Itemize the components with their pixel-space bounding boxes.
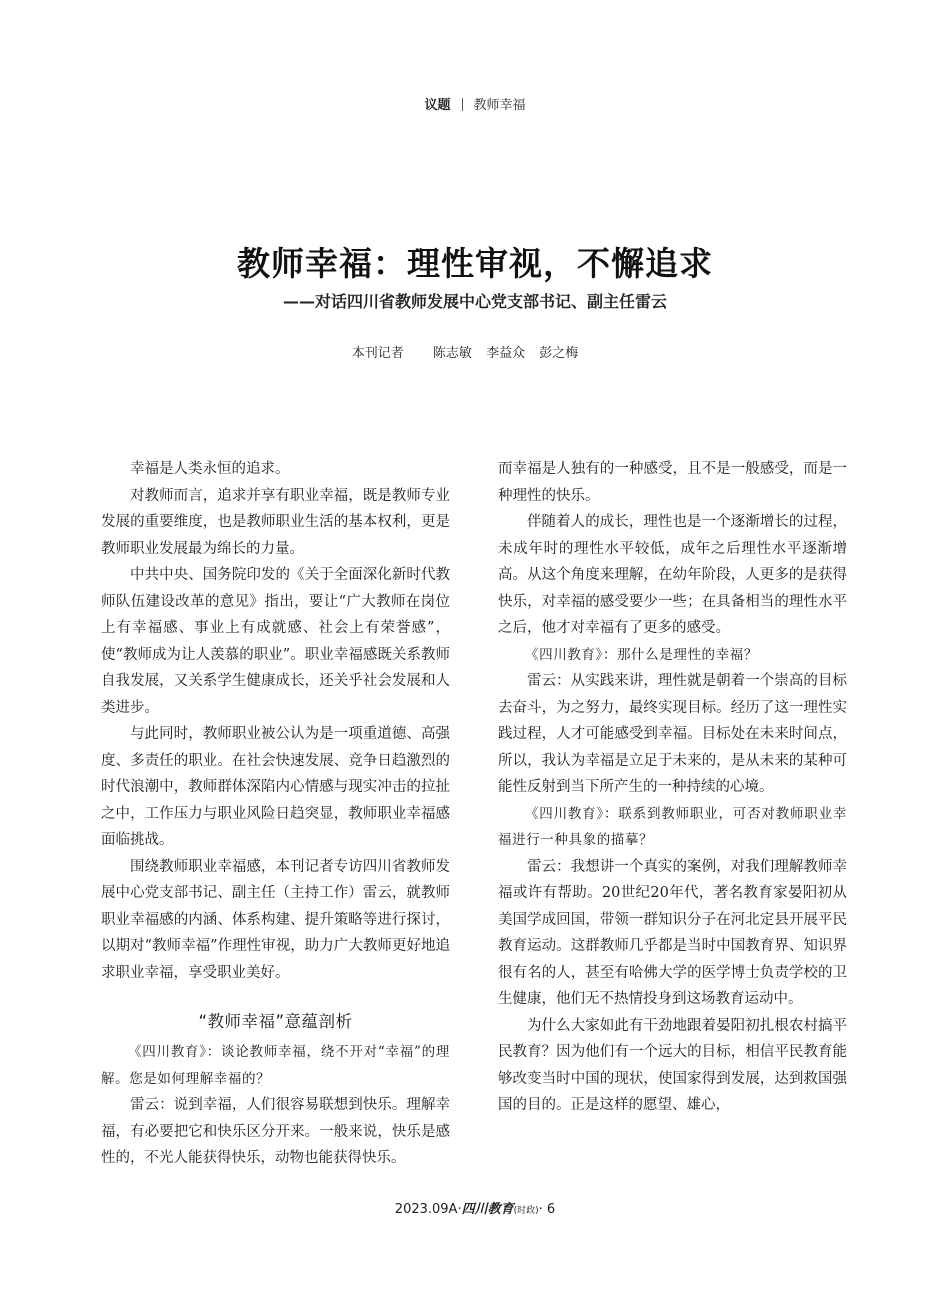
page-footer: 2023.09A·四川教育(时政)· 6 [394, 1202, 556, 1217]
author-name: 李益众 [486, 346, 526, 361]
article-title: 教师幸福：理性审视，不懈追求 [237, 244, 713, 283]
author-name: 彭之梅 [539, 346, 579, 361]
article-subtitle: ——对话四川省教师发展中心党支部书记、副主任雷云 [282, 292, 667, 311]
byline-role: 本刊记者 [351, 346, 404, 361]
interview-answer: 为什么大家如此有干劲地跟着晏阳初扎根农村搞平民教育？因为他们有一个远大的目标，相信平民教育能够改变当时中国的现状，使国家得到发展，达到救国强国的目的。正是这样的愿望、雄心， [498, 1017, 847, 1113]
intro-paragraph: 围绕教师职业幸福感，本刊记者专访四川省教师发展中心党支部书记、副主任（主持工作）雷云，就教师职业幸福感的内涵、体系构建、提升策略等进行探讨，以期对“教师幸福”作理性审视，助力广大教师更好地追求职业幸福，享受职业美好。 [101, 858, 450, 981]
section-heading: “教师幸福”意蕴剖析 [198, 1012, 353, 1031]
left-column [101, 456, 450, 1172]
topic-label: 教师幸福 [473, 98, 526, 113]
interview-question: 《四川教育》：谈论教师幸福，绕不开对“幸福”的理解。您是如何理解幸福的？ [101, 1044, 450, 1087]
intro-paragraph: 中共中央、国务院印发的《关于全面深化新时代教师队伍建设改革的意见》指出，要让“广大教师在岗位上有幸福感、事业上有成就感、社会上有荣誉感”，使“教师成为让人羡慕的职业”。职业幸福感既关系教师自我发展，又关系学生健康成长，还关乎社会发展和人类进步。 [101, 567, 450, 716]
page-number: 6 [546, 1202, 556, 1217]
byline [0, 342, 930, 361]
interview-answer-continued: 而幸福是人独有的一种感受，且不是一般感受，而是一种理性的快乐。 [498, 461, 847, 504]
interview-answer: 雷云：我想讲一个真实的案例，对我们理解教师幸福或许有帮助。20世纪20年代，著名教育家晏阳初从美国学成回国，带领一群知识分子在河北定县开展平民教育运动。这群教师几乎都是当时中国教育界、知识界很有名的人，甚至有哈佛大学的医学博士负责学校的卫生健康，他们无不热情投身到这场教育运动中。 [498, 858, 847, 1007]
intro-paragraph: 对教师而言，追求并享有职业幸福，既是教师专业发展的重要维度，也是教师职业生活的基本权利，更是教师职业发展最为绵长的力量。 [101, 487, 450, 557]
header-divider [462, 98, 463, 111]
interview-answer: 伴随着人的成长，理性也是一个逐渐增长的过程，未成年时的理性水平较低，成年之后理性水平逐渐增高。从这个角度来理解，在幼年阶段，人更多的是获得快乐，对幸福的感受要少一些；在具备相当的理性水平之后，他才对幸福有了更多的感受。 [498, 514, 847, 636]
magazine-edition: (时政) [513, 1206, 539, 1216]
magazine-name: 四川教育 [461, 1202, 514, 1217]
section-label: 议题 [424, 98, 451, 113]
interview-question: 《四川教育》：那什么是理性的幸福？ [525, 646, 758, 663]
issue-number: 2023.09A [394, 1202, 458, 1217]
interview-question: 《四川教育》：联系到教师职业，可否对教师职业幸福进行一种具象的描摹？ [498, 805, 847, 848]
running-header [0, 94, 950, 113]
interview-answer: 雷云：从实践来讲，理性就是朝着一个崇高的目标去奋斗，为之努力，最终实现目标。经历了这一理性实践过程，人才可能感受到幸福。目标处在未来时间点，所以，我认为幸福是立足于未来的，是从未来的某种可能性反射到当下所产生的一种持续的心境。 [498, 673, 847, 795]
interview-answer: 雷云：说到幸福，人们很容易联想到快乐。理解幸福，有必要把它和快乐区分开来。一般来说，快乐是感性的，不光人能获得快乐，动物也能获得快乐。 [101, 1097, 450, 1166]
intro-paragraph: 与此同时，教师职业被公认为是一项重道德、高强度、多责任的职业。在社会快速发展、竞争日趋激烈的时代浪潮中，教师群体深陷内心情感与现实冲击的拉扯之中，工作压力与职业风险日趋突显，教师职业幸福感面临挑战。 [101, 726, 450, 848]
right-column [498, 456, 847, 1119]
intro-paragraph: 幸福是人类永恒的追求。 [130, 461, 290, 477]
author-name: 陈志敏 [432, 346, 472, 361]
